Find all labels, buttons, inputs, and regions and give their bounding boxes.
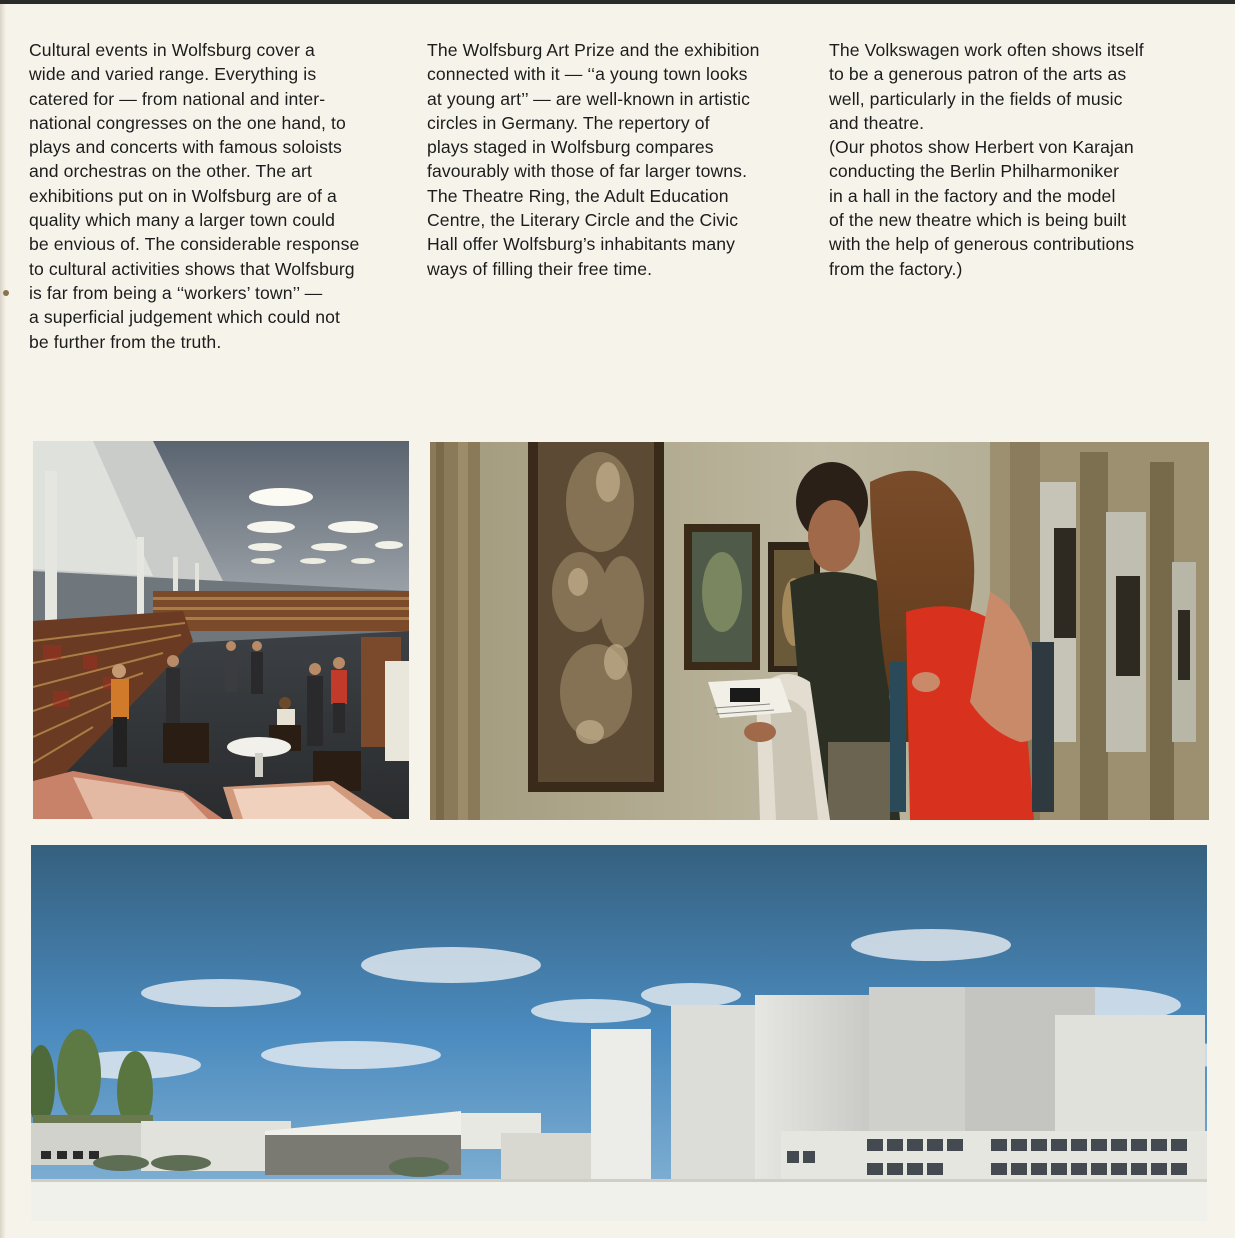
text-line: at young art’’ — are well-known in artistic xyxy=(427,88,751,109)
text-column-1 xyxy=(29,38,359,354)
text-line: The Wolfsburg Art Prize and the exhibition xyxy=(427,40,760,60)
text-line: be further from the truth. xyxy=(29,331,222,352)
text-line: to be a generous patron of the arts as xyxy=(829,64,1127,85)
text-line: Hall offer Wolfsburg’s inhabitants many xyxy=(427,234,736,255)
theatre-model-photo xyxy=(31,845,1207,1221)
text-line: conducting the Berlin Philharmoniker xyxy=(829,161,1120,182)
text-column-3 xyxy=(829,38,1144,281)
text-line: from the factory.) xyxy=(829,258,963,279)
text-line: favourably with those of far larger towns. xyxy=(427,161,748,182)
text-line: connected with it — ‘‘a young town looks xyxy=(427,64,748,85)
text-line: of the new theatre which is being built xyxy=(829,210,1127,231)
text-line: and theatre. xyxy=(829,112,925,133)
text-line: wide and varied range. Everything is xyxy=(29,64,317,85)
text-line: The Theatre Ring, the Adult Education xyxy=(427,185,729,206)
text-line: to cultural activities shows that Wolfsburg xyxy=(29,258,355,279)
text-line: a superficial judgement which could not xyxy=(29,307,340,328)
art-exhibition-photo xyxy=(430,442,1209,820)
text-line: plays staged in Wolfsburg compares xyxy=(427,137,714,158)
text-line: in a hall in the factory and the model xyxy=(829,185,1116,206)
text-line: catered for — from national and inter- xyxy=(29,88,326,109)
top-rule xyxy=(0,0,1235,4)
text-line: Cultural events in Wolfsburg cover a xyxy=(29,40,315,60)
text-line: Centre, the Literary Circle and the Civic xyxy=(427,210,739,231)
text-line: The Volkswagen work often shows itself xyxy=(829,40,1144,60)
text-line: well, particularly in the fields of music xyxy=(829,88,1123,109)
text-line: national congresses on the one hand, to xyxy=(29,112,346,133)
text-line: plays and concerts with famous soloists xyxy=(29,137,342,158)
text-column-2 xyxy=(427,38,759,281)
text-line: ways of filling their free time. xyxy=(427,258,653,279)
text-line: quality which many a larger town could xyxy=(29,210,335,231)
text-line: be envious of. The considerable response xyxy=(29,234,360,255)
text-line: (Our photos show Herbert von Karajan xyxy=(829,137,1134,158)
text-line: with the help of generous contributions xyxy=(829,234,1135,255)
text-line: exhibitions put on in Wolfsburg are of a xyxy=(29,185,337,206)
binding-mark xyxy=(3,290,9,296)
text-line: circles in Germany. The repertory of xyxy=(427,112,710,133)
library-photo xyxy=(33,441,409,819)
text-line: is far from being a ‘‘workers’ town’’ — xyxy=(29,282,323,303)
page-spine xyxy=(0,4,6,1238)
text-line: and orchestras on the other. The art xyxy=(29,161,312,182)
